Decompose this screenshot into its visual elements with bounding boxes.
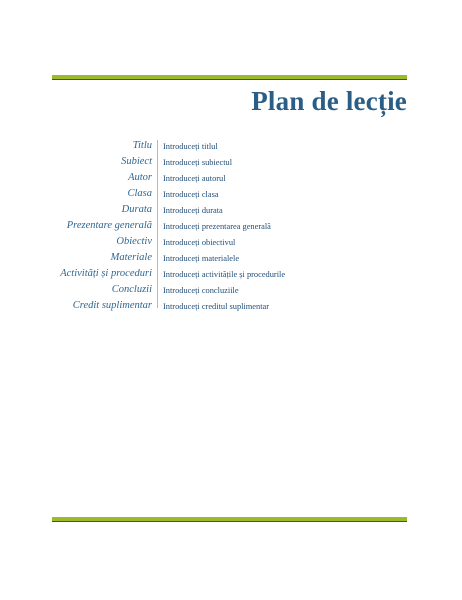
field-value-extra-credit[interactable]: Introduceți creditul suplimentar bbox=[163, 302, 270, 311]
field-value-conclusions[interactable]: Introduceți concluziile bbox=[163, 286, 239, 295]
field-label-grade: Clasa bbox=[127, 188, 152, 199]
form-row-subject bbox=[0, 154, 462, 170]
field-value-objective[interactable]: Introduceți obiectivul bbox=[163, 238, 236, 247]
top-divider-rule bbox=[52, 75, 407, 80]
field-label-extra-credit: Credit suplimentar bbox=[72, 300, 152, 311]
field-value-overview[interactable]: Introduceți prezentarea generală bbox=[163, 222, 271, 231]
form-row-grade bbox=[0, 186, 462, 202]
field-label-duration: Durata bbox=[121, 204, 152, 215]
form-row-activities bbox=[0, 266, 462, 282]
field-value-subject[interactable]: Introduceți subiectul bbox=[163, 158, 233, 167]
field-value-grade[interactable]: Introduceți clasa bbox=[163, 190, 219, 199]
lesson-plan-form bbox=[0, 138, 462, 314]
form-row-duration bbox=[0, 202, 462, 218]
field-label-author: Autor bbox=[128, 172, 152, 183]
field-label-conclusions: Concluzii bbox=[111, 284, 152, 295]
page-title: Plan de lecție bbox=[251, 86, 407, 116]
field-value-duration[interactable]: Introduceți durata bbox=[163, 206, 223, 215]
field-value-materials[interactable]: Introduceți materialele bbox=[163, 254, 240, 263]
field-label-activities: Activități și proceduri bbox=[60, 268, 152, 279]
field-value-activities[interactable]: Introduceți activitățile și procedurile bbox=[163, 270, 286, 279]
form-row-title bbox=[0, 138, 462, 154]
field-label-objective: Obiectiv bbox=[116, 236, 152, 247]
field-value-author[interactable]: Introduceți autorul bbox=[163, 174, 226, 183]
top-rule-dark-line bbox=[52, 79, 407, 80]
field-label-subject: Subiect bbox=[121, 156, 152, 167]
form-row-overview bbox=[0, 218, 462, 234]
form-row-extra-credit bbox=[0, 298, 462, 314]
form-row-objective bbox=[0, 234, 462, 250]
bottom-rule-dark-line bbox=[52, 521, 407, 522]
form-row-conclusions bbox=[0, 282, 462, 298]
field-label-title: Titlu bbox=[132, 140, 152, 151]
field-label-materials: Materiale bbox=[110, 252, 152, 263]
bottom-divider-rule bbox=[52, 517, 407, 522]
form-row-author bbox=[0, 170, 462, 186]
field-value-title[interactable]: Introduceți titlul bbox=[163, 142, 218, 151]
field-label-overview: Prezentare generală bbox=[66, 220, 152, 231]
form-row-materials bbox=[0, 250, 462, 266]
